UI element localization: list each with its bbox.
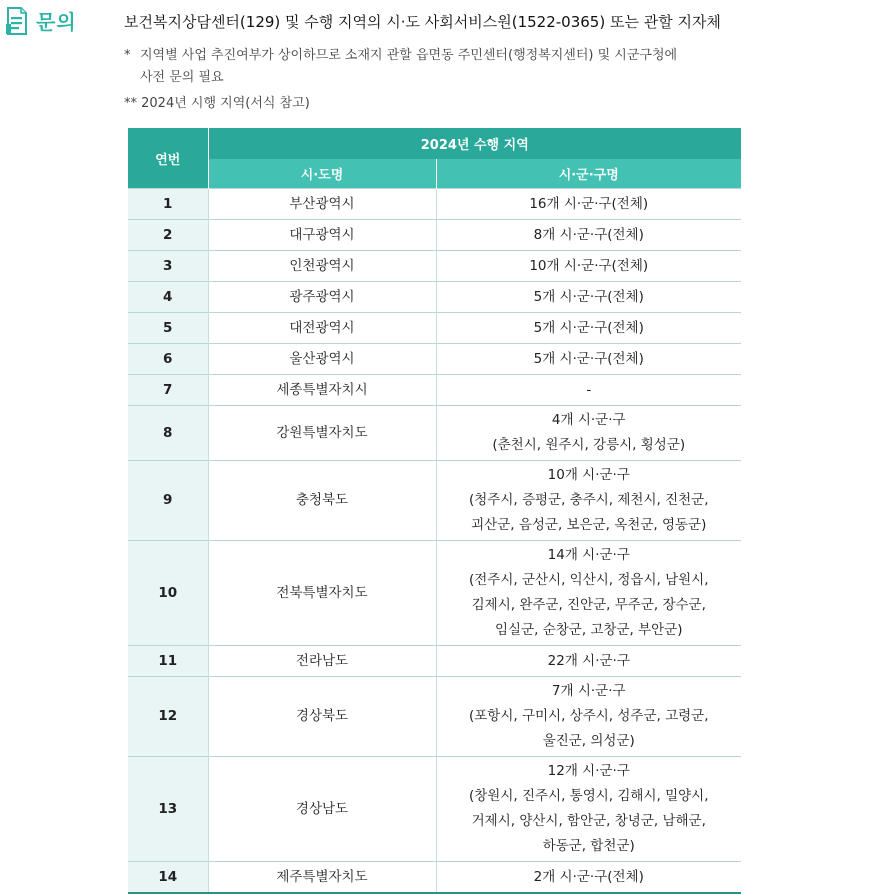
sigungu-cell [436,282,741,313]
sido-name: 울산광역시 [208,344,436,375]
sigungu-line: 10개 시·군·구(전체) [529,257,649,274]
table-row [128,677,741,757]
row-number: 6 [128,344,208,375]
table-row [128,646,741,677]
row-number: 13 [128,757,208,862]
sigungu-cell [436,375,741,406]
sigungu-cell [436,344,741,375]
sigungu-line: 7개 시·군·구 [551,683,626,699]
sido-name: 대구광역시 [208,220,436,251]
section-label: 문의 [36,10,77,34]
row-number: 12 [128,677,208,757]
sido-name: 광주광역시 [208,282,436,313]
table-row [128,251,741,282]
col-header-sigungu: 시·군·구명 [436,159,741,189]
sigungu-cell [436,677,741,757]
note-mark: * [124,48,131,63]
sigungu-line: 거제시, 양산시, 함안군, 창녕군, 남해군, [471,813,706,829]
row-number: 3 [128,251,208,282]
sigungu-line: 8개 시·군·구(전체) [533,226,644,243]
table-row [128,313,741,344]
row-number: 8 [128,406,208,461]
sigungu-line: 울진군, 의성군) [542,733,635,749]
sigungu-cell [436,757,741,862]
row-number: 11 [128,646,208,677]
table-row [128,541,741,646]
sido-name: 인천광역시 [208,251,436,282]
sigungu-line: 12개 시·군·구 [547,763,630,779]
sigungu-cell [436,251,741,282]
sigungu-line: (창원시, 진주시, 통영시, 김해시, 밀양시, [468,788,709,804]
table-row [128,344,741,375]
sigungu-line: 4개 시·군·구 [551,412,626,428]
table-row [128,189,741,220]
sigungu-cell [436,541,741,646]
table-row [128,220,741,251]
table-row [128,461,741,541]
col-header-group: 2024년 수행 지역 [208,128,741,159]
sido-name: 세종특별자치시 [208,375,436,406]
col-header-sido: 시·도명 [208,159,436,189]
note-line-1: 지역별 사업 추진여부가 상이하므로 소재지 관할 읍면동 주민센터(행정복지센터) 및 시군구청에 [140,48,678,63]
sigungu-cell [436,406,741,461]
sido-name: 부산광역시 [208,189,436,220]
sigungu-line: 5개 시·군·구(전체) [533,288,644,305]
note-line-2: 사전 문의 필요 [140,70,224,85]
sigungu-cell [436,646,741,677]
sigungu-line: (춘천시, 원주시, 강릉시, 횡성군) [492,437,686,453]
table-row [128,406,741,461]
sigungu-cell [436,862,741,894]
sigungu-line: (전주시, 군산시, 익산시, 정읍시, 남원시, [468,572,709,588]
row-number: 10 [128,541,208,646]
row-number: 4 [128,282,208,313]
sido-name: 충청북도 [208,461,436,541]
row-number: 5 [128,313,208,344]
sido-name: 제주특별자치도 [208,862,436,894]
note-year: ** 2024년 시행 지역(서식 참고) [124,96,310,111]
table-row [128,862,741,894]
sigungu-line: 임실군, 순창군, 고창군, 부안군) [494,622,683,638]
region-table [128,128,741,894]
sigungu-cell [436,220,741,251]
row-number: 1 [128,189,208,220]
sido-name: 전북특별자치도 [208,541,436,646]
table-row [128,282,741,313]
sido-name: 전라남도 [208,646,436,677]
sigungu-line: 2개 시·군·구(전체) [533,868,644,885]
row-number: 9 [128,461,208,541]
sigungu-line: 22개 시·군·구 [547,652,630,669]
note-regional [124,45,764,89]
contact-info: 보건복지상담센터(129) 및 수행 지역의 시·도 사회서비스원(1522-0365) 또는 관할 지자체 [124,13,721,31]
col-header-no: 연번 [128,128,208,189]
sigungu-cell [436,189,741,220]
row-number: 7 [128,375,208,406]
sigungu-line: 16개 시·군·구(전체) [529,195,649,212]
table-body [128,189,741,894]
sigungu-line: 14개 시·군·구 [547,547,630,563]
sigungu-cell [436,313,741,344]
sido-name: 대전광역시 [208,313,436,344]
row-number: 14 [128,862,208,894]
sido-name: 경상남도 [208,757,436,862]
sigungu-cell [436,461,741,541]
sigungu-line: 5개 시·군·구(전체) [533,350,644,367]
document-icon [6,7,28,35]
sigungu-line: 김제시, 완주군, 진안군, 무주군, 장수군, [471,597,706,613]
row-number: 2 [128,220,208,251]
sigungu-line: 10개 시·군·구 [547,467,630,483]
sigungu-line: 5개 시·군·구(전체) [533,319,644,336]
sigungu-line: (포항시, 구미시, 상주시, 성주군, 고령군, [468,708,709,724]
sigungu-line: - [586,381,592,398]
sido-name: 강원특별자치도 [208,406,436,461]
sigungu-line: 괴산군, 음성군, 보은군, 옥천군, 영동군) [471,517,707,533]
table-row [128,375,741,406]
sido-name: 경상북도 [208,677,436,757]
table-row [128,757,741,862]
sigungu-line: (청주시, 증평군, 충주시, 제천시, 진천군, [468,492,709,508]
sigungu-line: 하동군, 합천군) [542,838,635,854]
